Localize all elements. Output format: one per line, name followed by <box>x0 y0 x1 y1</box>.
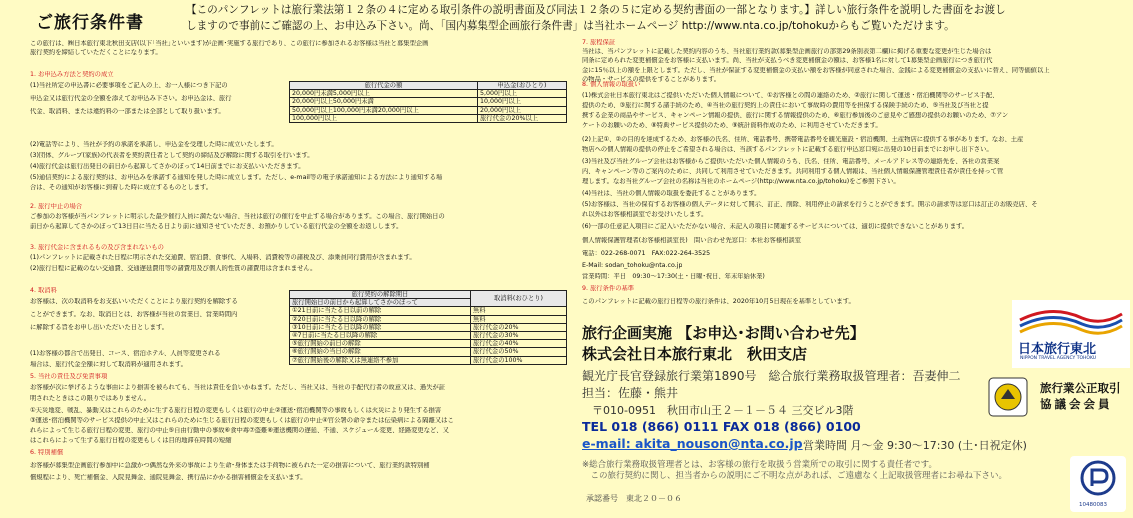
sec8-line: 携する企業の商品やサービス、キャンペーン情報の提供、旅行に関する情報提供のため、⑥旅行参加後のご意見やご感想の提供のお願いのため、⑦アン <box>582 112 1009 119</box>
sec4-line: (1)お客様の都合で出発日、コース、宿泊ホテル、人員等変更される <box>30 350 221 357</box>
table-row <box>290 340 567 348</box>
manager-note-line: ※総合旅行業務取扱管理者とは、お客様の旅行を取扱う営業所での取引に関する責任者です。 <box>582 460 937 470</box>
sec4-line: 場合は、旅行代金全額に対して取消料が適用されます。 <box>30 361 187 368</box>
fair-trade-seal-icon <box>988 377 1028 417</box>
table-row <box>290 114 567 122</box>
table-cell: 無料 <box>471 307 567 315</box>
table-row <box>290 98 567 106</box>
privacy-hours: 営業時間：平日 09:30〜17:30(土・日曜･祝日、年末年始休業) <box>582 273 765 280</box>
fair-trade-text: 旅行業公正取引 <box>1040 381 1121 395</box>
company-email-link[interactable]: e-mail: akita_nouson@nta.co.jp <box>582 436 803 451</box>
section-9-title: 9. 旅行条件の基準 <box>582 285 635 292</box>
sec8-line: (1)株式会社日本旅行東北はご提供いただいた個人情報について、①お客様との間の連絡のため、②旅行に関して運送・宿泊機関等のサービス手配、 <box>582 92 999 99</box>
sec5-line: 明されたときはこの限りではありません。 <box>30 395 151 402</box>
sec8-line: 物店への個人情報の提供の停止をご希望される場合は、当該するパンフレットに記載する旅行申込窓口宛に出発の10日前までにお申し出下さい。 <box>582 146 993 153</box>
table-header-cell: 旅行開始日の前日から起算してさかのぼって <box>290 299 471 307</box>
table-cell: ①21日前に当たる日以前の解除 <box>290 307 471 315</box>
privacy-contact: 個人情報保護管理者(お客様相談室長) 問い合わせ先窓口：本社お客様相談室 <box>582 237 802 244</box>
sec5-line: はこれらによって生ずる旅行日程の変更もしくは目的地滞在時間の短縮 <box>30 437 232 444</box>
header-line: しますので事前にご確認の上、お申込み下さい。尚、「国内募集型企画旅行条件書」は当社ホームページ http://www.nta.co.jp/tohokuからもご覧いただけます。 <box>186 19 955 32</box>
section-4-title: 4. 取消料 <box>30 287 57 294</box>
company-hours: 営業時間 月～金 9:30～17:30 (土･日祝定休) <box>803 439 1027 452</box>
sec1-line: (2)電話等により、当社が予約の承諾を承諾し、申込金を受理した時に成立いたします。 <box>30 141 278 148</box>
privacy-mark-number: 10480083 <box>1079 502 1107 508</box>
company-heading: 旅行企画実施 【お申込･お問い合わせ先】 <box>582 324 865 342</box>
table-cell: ③10日前に当たる日以降の解除 <box>290 323 471 331</box>
privacy-phone: 電話：022-268-0071 FAX:022-264-3525 <box>582 250 711 257</box>
privacy-email: E-Mail: sodan_tohoku@nta.co.jp <box>582 262 683 269</box>
table-cell: 旅行代金の50% <box>471 348 567 356</box>
sec8-line: (2)上記①、②の目的を達成するため、お客様の氏名、住所、電話番号、携帯電話番号を観光施設・宿泊機関、土産物店に提供する事があります。なお、土産 <box>582 136 1024 143</box>
section-2-title: 2. 旅行中止の場合 <box>30 203 83 210</box>
manager-note-line: この旅行契約に関し、担当者からの説明にご不明な点があれば、ご遠慮なく上記取扱管理者にお尋ね下さい。 <box>582 471 1008 481</box>
page-title: ご旅行条件書 <box>36 13 144 33</box>
cancellation-fee-table <box>289 290 567 365</box>
table-cell: 旅行代金の100% <box>471 356 567 364</box>
table-header-cell: 取消料(おひとり) <box>471 291 567 307</box>
sec1-line: (1)当社所定の申込書に必要事項をご記入の上、お一人様につき下記の <box>30 82 228 89</box>
sec7-line: の物品・サービスの提供をすることがあります。 <box>582 76 721 83</box>
table-row <box>290 106 567 114</box>
table-cell: 20,000円未満5,000円以上 <box>290 90 478 98</box>
table-cell: 50,000円以上100,000円未満20,000円以上 <box>290 106 478 114</box>
table-cell: ⑥旅行開始の当日の解除 <box>290 348 471 356</box>
table-header-cell: 申込金(おひとり) <box>478 82 567 90</box>
table-header-row <box>290 291 567 299</box>
section-8-title: 8. 個人情報の取扱い <box>582 81 641 88</box>
sec5-line: れらによって生じる旅行日程の変更、旅行の中止⑤自由行動中の事故⑥食中毒⑦盗難⑧運送機関の遅延、不通、スケジュール変更、経路変更など、又 <box>30 427 449 434</box>
company-license: 観光庁長官登録旅行業第1890号 総合旅行業務取扱管理者：吾妻伸二 <box>582 369 961 383</box>
sec7-line: 当社は、当パンフレットに記載した契約内容のうち、当社旅行業約款(募集型企画旅行の部第29条別表第二欄)に掲げる重要な変更が生じた場合は <box>582 48 992 55</box>
approval-number: 承認番号 東北２０－０６ <box>586 494 682 503</box>
table-cell: ⑤旅行開始の前日の解除 <box>290 340 471 348</box>
table-header-cell: 旅行代金の額 <box>290 82 478 90</box>
nta-logo-subtext: NIPPON TRAVEL AGENCY TOHOKU <box>1020 356 1097 361</box>
section-5-title: 5. 当社の責任及び免責事項 <box>30 373 108 380</box>
table-row <box>290 307 567 315</box>
sec2-line: 前日から起算してさかのぼって13日目に当たる日より前に通知させていただき、お預かりしている旅行代金の全額をお返しします。 <box>30 223 403 230</box>
sec6-line: 償規程により、死亡補償金、入院見舞金、通院見舞金、携行品にかかる損害補償金を支払います。 <box>30 474 307 481</box>
table-row <box>290 323 567 331</box>
table-row <box>290 332 567 340</box>
intro-line: この旅行は、㈱日本旅行東北秋田支店(以下｢当社｣といいます)が企画･実施する旅行であり、この旅行に参加されるお客様は当社と募集型企画 <box>30 40 429 47</box>
table-header-row <box>290 82 567 90</box>
table-cell: 10,000円以上 <box>478 98 567 106</box>
sec6-line: お客様が募集型企画旅行参加中に急激かつ偶然な外来の事故により生命･身体または手荷物に被られた一定の損害について、旅行業約款特別補 <box>30 462 430 469</box>
table-row <box>290 90 567 98</box>
table-cell: 無料 <box>471 315 567 323</box>
sec3-line: (2)旅行日程に記載のない交通費、交通遅延費用等の諸費用及び個人的性質の諸費用は含まれません。 <box>30 265 317 272</box>
section-6-title: 6. 特別補償 <box>30 449 64 456</box>
sec2-line: ご参加のお客様が当パンフレットに明示した最少催行人員に満たない場合、当社は旅行の催行を中止する場合があります。この場合、旅行開始日の <box>30 213 445 220</box>
table-row <box>290 315 567 323</box>
table-row <box>290 348 567 356</box>
company-staff: 担当：佐藤・熊井 <box>582 386 679 400</box>
sec8-line: (6)一部の任意記入項目にご記入いただかない場合、未記入の項目に関連するサービスについては、適切に提供できないことがあります。 <box>582 223 969 230</box>
table-cell: ⑦旅行開始後の解除又は無連絡不参加 <box>290 356 471 364</box>
sec7-line: 同条に定められた変更補償金をお客様に支払います。尚、当社が支払うべき変更補償金の額は、お客様1名に対して1募集型企画旅行につき旅行代 <box>582 57 993 64</box>
sec8-line: (5)お客様は、当社の保有するお客様の個人データに対して開示、訂正、削除、利用停止の請求を行うことができます。開示の請求等は窓口は訂正のお販売店、そ <box>582 201 1038 208</box>
company-phone-fax: TEL 018 (866) 0111 FAX 018 (866) 0100 <box>582 419 861 434</box>
nta-logo-text: 日本旅行東北 <box>1018 342 1097 357</box>
table-header-cell: 旅行契約の解除期日 <box>290 291 471 299</box>
privacy-mark-icon <box>1070 456 1126 502</box>
table-cell: 旅行代金の20% <box>471 323 567 331</box>
sec7-line: 金に15％以上の額を上限とします。ただし、当社が保証する変更補償金の支払い額をお客様が同意された場合、金銭による変更補償金の支払いに替え、同等価値以上 <box>582 67 1050 74</box>
header-line: 【このパンフレットは旅行業法第１２条の４に定める取引条件の説明書面及び同法１２条の５に定める契約書面の一部となります。】詳しい旅行条件を説明した書面をお渡し <box>186 4 1006 16</box>
table-cell: 旅行代金の20%以上 <box>478 114 567 122</box>
section-3-title: 3. 旅行代金に含まれるもの及び含まれないもの <box>30 244 164 251</box>
fair-trade-text: 協議会会員 <box>1040 397 1113 411</box>
nta-tohoku-logo <box>1012 300 1130 368</box>
deposit-fee-table <box>289 81 567 123</box>
sec1-line: 代金、取消料、または違約料の一部または全部として取り扱います。 <box>30 108 225 115</box>
sec8-line: 理します。なお当社グループ会社の名称は当社のホームページ(http://www.nta.co.jp/tohoku)をご参照下さい。 <box>582 178 900 185</box>
sec8-line: 内、キャンペーン等のご案内のために、共同して利用させていただきます。共同利用する個人情報は、当社個人情報保護管理責任者が責任を持って管 <box>582 168 1004 175</box>
table-row <box>290 356 567 364</box>
sec8-line: (4)当社は、当社の個人情報の取扱を委託することがあります。 <box>582 190 761 197</box>
sec3-line: (1)パンフレットに記載された日程に明示された交通費、宿泊費、食事代、入場料、消費税等の諸税及び、添乗員同行費用が含まれます。 <box>30 254 416 261</box>
table-cell: 20,000円以上 <box>478 106 567 114</box>
table-cell: 100,000円以上 <box>290 114 478 122</box>
header-notice <box>186 3 1131 34</box>
company-name: 株式会社日本旅行東北 秋田支店 <box>582 345 808 363</box>
table-cell: 5,000円以上 <box>478 90 567 98</box>
privacy-mark-logo <box>1070 456 1126 512</box>
section-1-title: 1. お申込み方法と契約の成立 <box>30 71 114 78</box>
table-cell: ②20日前に当たる日以降の解除 <box>290 315 471 323</box>
sec5-line: ③運送･宿泊機関等のサービス提供の中止又はこれらのために生じる旅行日程の変更もしくは旅行の中止④官公署の命令または伝染病による隔離又はこ <box>30 417 454 424</box>
sec5-line: ①天災地変、戦乱、暴動又はこれらのために生ずる旅行日程の変更もしくは旅行の中止②運送･宿泊機関等の事故もしくは火災により発生する損害 <box>30 407 442 414</box>
sec4-line: お客様は、次の取消料をお支払いいただくことにより旅行契約を解除する <box>30 298 238 305</box>
sec8-line: れ以外はお客様相談室でお受けいたします。 <box>582 211 708 218</box>
sec1-line: 合は、その通知がお客様に到着した時に成立するものとします。 <box>30 184 213 191</box>
sec1-line: (4)旅行代金は旅行出発日の前日から起算してさかのぼって14日前までにお支払いいただきます。 <box>30 163 305 170</box>
sec1-line: 申込金又は旅行代金の全額を添えてお申込み下さい。お申込金は、旅行 <box>30 95 232 102</box>
section-7-title: 7. 旅程保証 <box>582 39 616 46</box>
sec4-line: ことができます。なお、取消日とは、お客様が当社の営業日、営業時間内 <box>30 311 238 318</box>
company-address: 〒010-0951 秋田市山王２－１－５４ 三交ビル3階 <box>592 404 854 417</box>
table-cell: 旅行代金の40% <box>471 340 567 348</box>
sec5-line: お客様が次に挙げるような事由により損害を被られても、当社は責任を負いかねます。ただし、当社又は、当社の手配代行者の故意又は、過失が証 <box>30 384 446 391</box>
sec8-line: ケートのお願いのため、⑧特典サービス提供のため、⑨統計資料作成のため、に利用させていただきます。 <box>582 122 882 129</box>
sec8-line: (3)当社及び当社グループ会社はお客様からご提供いただいた個人情報のうち、氏名、住所、電話番号、メールアドレス等の連絡先を、各社の営業案 <box>582 158 1000 165</box>
sec8-line: 提供のため、③旅行に関する諸手続のため、④当社の旅行契約上の責任において事故時の費用等を担保する保険手続のため、⑤当社及び当社と提 <box>582 102 989 109</box>
table-cell: 20,000円以上50,000円未満 <box>290 98 478 106</box>
sec9-text: このパンフレットに記載の旅行日程等の旅行条件は、2020年10月5日現在を基準としています。 <box>582 298 855 305</box>
table-cell: ④7日前に当たる日以降の解除 <box>290 332 471 340</box>
table-cell: 旅行代金の30% <box>471 332 567 340</box>
sec1-line: (3)団体、グループ(家族)の代表者を契約責任者として契約の締結及び解除に関する取引を行います。 <box>30 152 314 159</box>
sec1-line: (5)通信契約による旅行契約は、お申込みを承諾する通知を発した時に成立します。ただし、e-mail等の電子承諾通知による方法により通知する場 <box>30 174 443 181</box>
sec4-line: に解除する旨をお申し出いただいた日とします。 <box>30 324 169 331</box>
intro-line: 旅行契約を締結していただくことになります。 <box>30 49 162 56</box>
